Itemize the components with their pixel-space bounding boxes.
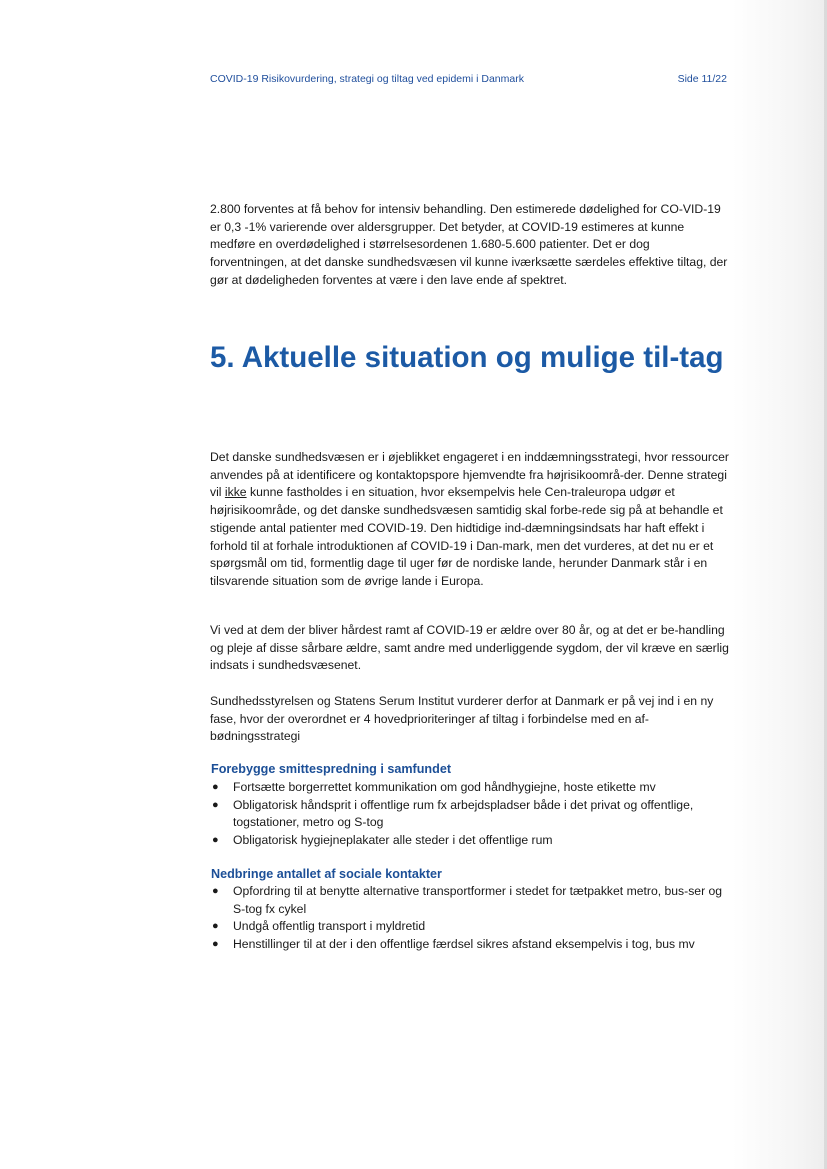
list-item-text: Obligatorisk håndsprit i offentlige rum fx arbejdspladser både i det privat og offentlige, togstationer, metro og S-tog [233, 797, 694, 830]
bullet-icon: ● [212, 798, 219, 811]
page-number: Side 11/22 [677, 73, 727, 85]
paragraph-priorities: Sundhedsstyrelsen og Statens Serum Institut vurderer derfor at Danmark er på vej ind i en ny fase, hvor der overordnet er 4 hovedprioriteringer af tiltag i forbindelse med en af-bødningsstrategi [210, 694, 714, 744]
list-item-text: Opfordring til at benytte alternative transportformer i stedet for tætpakket metro, bus-ser og S-tog fx cykel [233, 884, 723, 916]
bullet-icon: ● [212, 885, 219, 897]
list-item-text: Fortsætte borgerrettet kommunikation om god håndhygiejne, hoste etikette mv [233, 780, 656, 794]
list-item [210, 936, 730, 954]
list-item [210, 883, 730, 918]
bullet-list-contacts [210, 883, 730, 954]
paragraph-elderly: Vi ved at dem der bliver hårdest ramt af COVID-19 er ældre over 80 år, og at det er be-handling og pleje af disse sårbare ældre, samt andre med underliggende sygdom, der vil kræve en særlig indsats i sundhedsvæsenet. [210, 623, 729, 673]
list-item [210, 779, 730, 797]
page-header [210, 73, 727, 85]
list-item-text: Henstillinger til at der i den offentlige færdsel sikres afstand eksempelvis i tog, bus mv [233, 937, 695, 952]
list-item-text: Undgå offentlig transport i myldretid [233, 919, 426, 934]
scan-shadow [732, 0, 827, 1169]
list-item [210, 918, 730, 936]
underlined-word: ikke [224, 485, 247, 500]
bullet-icon: ● [212, 938, 219, 951]
bullet-icon: ● [212, 781, 219, 793]
list-item-text: Obligatorisk hygiejneplakater alle steder i det offentlige rum [233, 833, 553, 848]
list-item [210, 797, 730, 832]
section-heading: 5. Aktuelle situation og mulige til-tag [210, 341, 724, 374]
paragraph-situation-part-2: kunne fastholdes i en situation, hvor eksempelvis hele Cen-traleuropa udgør et højrisikoområde, og det danske sundhedsvæsen samtidig skal forbe-rede sig på at behandle et stigende antal patienter med COVID-19. Den hidtidige ind-dæmningsindsats har haft effekt i forhold til at forhale introduktionen af COVID-19 i Dan-mark, men det vurderes, at det nu er et spørgsmål om tid, formentlig dage til uger før de nordiske lande, herunder Danmark står i en tilsvarende situation som de øvrige lande i Europa. [210, 485, 723, 588]
paragraph-situation [210, 449, 730, 591]
bullet-icon: ● [212, 920, 219, 933]
bullet-icon: ● [212, 834, 219, 847]
header-title: COVID-19 Risikovurdering, strategi og tiltag ved epidemi i Danmark [210, 73, 524, 85]
subsection-heading-prevent: Forebygge smittespredning i samfundet [211, 762, 452, 776]
list-item [210, 832, 730, 850]
paragraph-situation-part-1: Det danske sundhedsvæsen er i øjeblikket engageret i en inddæmningsstrategi, hvor ressourcer anvendes på at identificere og kontaktopspore hjemvendte fra højrisikoområ-der. Denne strategi vil [210, 450, 729, 500]
bullet-list-prevent [210, 779, 730, 850]
intro-paragraph: 2.800 forventes at få behov for intensiv behandling. Den estimerede dødelighed for CO-VID-19 er 0,3 -1% varierende over aldersgrupper. Det betyder, at COVID-19 estimeres at kunne medføre en overdødelighed i størrelsesordenen 1.680-5.600 patienter. Det er dog forventningen, at det danske sundhedsvæsen vil kunne iværksætte særdeles effektive tiltag, der gør at dødeligheden forventes at være i den lave ende af spektret. [210, 202, 728, 287]
subsection-heading-contacts: Nedbringe antallet af sociale kontakter [211, 867, 442, 881]
